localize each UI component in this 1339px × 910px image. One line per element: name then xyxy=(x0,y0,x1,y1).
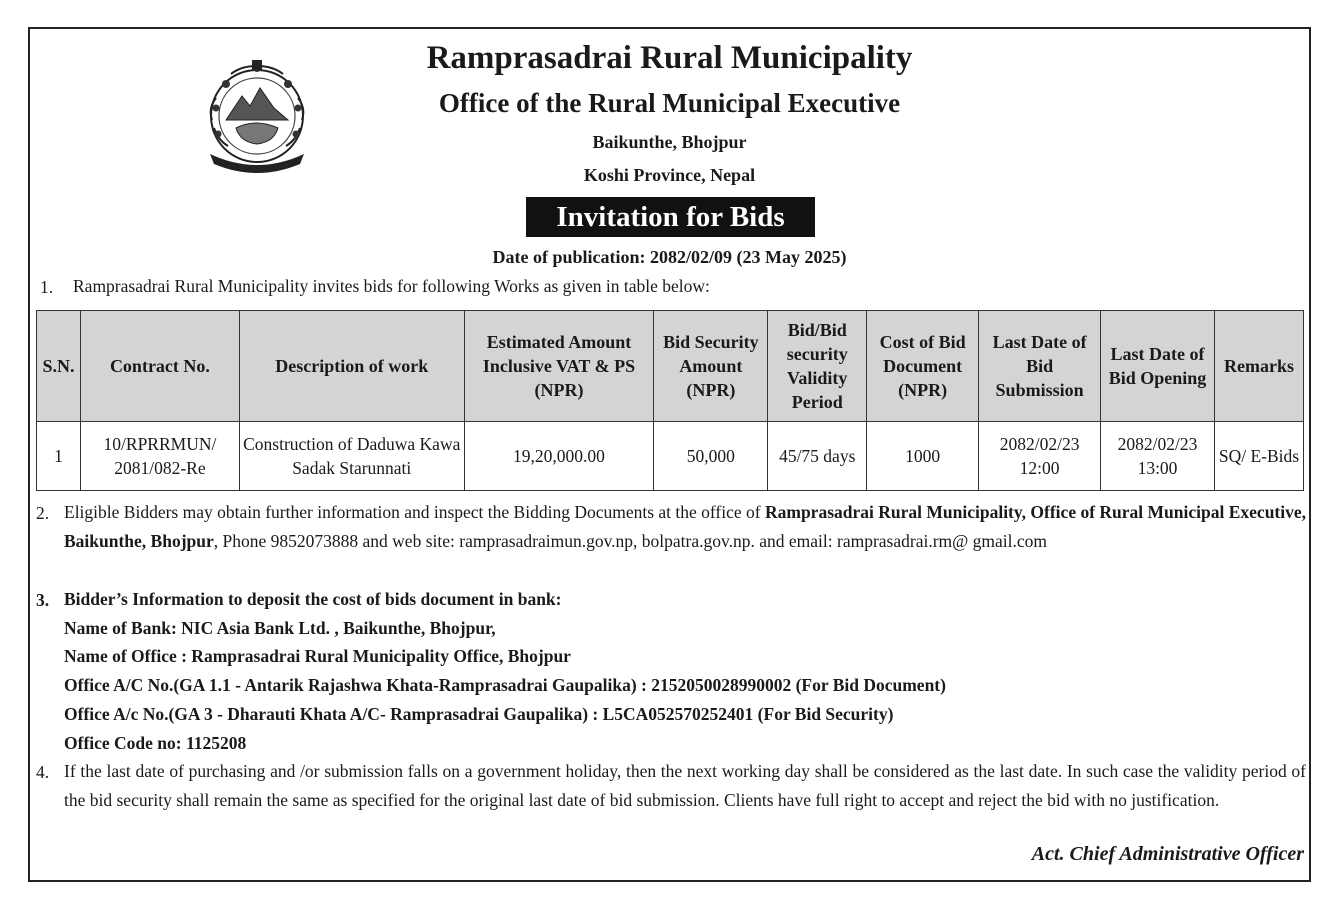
item-1-text: Ramprasadrai Rural Municipality invites bids for following Works as given in table below: xyxy=(73,276,710,296)
bid-document-account-line: Office A/C No.(GA 1.1 - Antarik Rajashwa Khata-Ramprasadrai Gaupalika) : 2152050028990002 (For Bid Document) xyxy=(64,675,946,696)
item-1-number: 1. xyxy=(40,277,54,297)
header-validity: Bid/Bid security Validity Period xyxy=(768,311,867,422)
header-estimated-amount: Estimated Amount Inclusive VAT & PS (NPR) xyxy=(464,311,654,422)
signature-title: Act. Chief Administrative Officer xyxy=(1031,843,1304,865)
item-3-block xyxy=(64,585,1306,757)
office-subtitle: Office of the Rural Municipal Executive xyxy=(438,88,901,118)
cell-cost-of-document: 1000 xyxy=(867,422,979,491)
item-2-office-address: Ramprasadrai Rural Municipality, Office of Rural Municipal Executive, Baikunthe, Bhojpur xyxy=(64,502,1307,551)
table-row xyxy=(37,422,1304,491)
item-3-heading: Bidder’s Information to deposit the cost of bids document in bank: xyxy=(64,589,562,609)
cell-contract-no: 10/RPRRMUN/ 2081/082-Re xyxy=(80,422,239,491)
address-line-1: Baikunthe, Bhojpur xyxy=(592,132,747,152)
cell-validity: 45/75 days xyxy=(768,422,867,491)
header-bid-security: Bid Security Amount (NPR) xyxy=(654,311,768,422)
item-4-text: If the last date of purchasing and /or submission falls on a government holiday, then the next working day shall be considered as the last date. In such case the validity period of the bid security shall remain the same as specified for the original last date of bid submission. Clients have full right to accept and reject the bid with no justification. xyxy=(64,761,1306,810)
table-header-row xyxy=(37,311,1304,422)
publication-date: Date of publication: 2082/02/09 (23 May 2025) xyxy=(492,247,847,267)
municipality-title: Ramprasadrai Rural Municipality xyxy=(426,40,913,76)
header-cost-of-document: Cost of Bid Document (NPR) xyxy=(867,311,979,422)
header-contract-no: Contract No. xyxy=(80,311,239,422)
item-2-text-part1: Eligible Bidders may obtain further information and inspect the Bidding Documents at the office of xyxy=(64,502,765,522)
item-3-number: 3. xyxy=(36,590,50,610)
item-2-text-part2: , Phone 9852073888 and web site: ramprasadraimun.gov.np, bolpatra.gov.np. and email: ramprasadrai.rm@ gmail.com xyxy=(213,530,1048,551)
item-2-number: 2. xyxy=(36,503,50,523)
invitation-banner: Invitation for Bids xyxy=(526,197,815,237)
item-4-number: 4. xyxy=(36,762,50,782)
bid-security-account-line: Office A/c No.(GA 3 - Dharauti Khata A/C- Ramprasadrai Gaupalika) : L5CA052570252401 (For Bid Security) xyxy=(64,703,894,724)
bids-table xyxy=(36,310,1304,491)
address-line-2: Koshi Province, Nepal xyxy=(583,165,756,185)
header-remarks: Remarks xyxy=(1214,311,1303,422)
cell-description: Construction of Daduwa Kawa Sadak Starunnati xyxy=(239,422,464,491)
office-name-line: Name of Office : Ramprasadrai Rural Municipality Office, Bhojpur xyxy=(64,646,571,667)
header-description: Description of work xyxy=(239,311,464,422)
cell-remarks: SQ/ E-Bids xyxy=(1214,422,1303,491)
cell-estimated-amount: 19,20,000.00 xyxy=(464,422,654,491)
bank-name-line: Name of Bank: NIC Asia Bank Ltd. , Baikunthe, Bhojpur, xyxy=(64,617,496,638)
cell-last-submission: 2082/02/23 12:00 xyxy=(979,422,1101,491)
cell-sn: 1 xyxy=(37,422,81,491)
header-sn: S.N. xyxy=(37,311,81,422)
office-code-line: Office Code no: 1125208 xyxy=(64,732,247,753)
cell-bid-security: 50,000 xyxy=(654,422,768,491)
header-bid-opening: Last Date of Bid Opening xyxy=(1101,311,1215,422)
header-last-submission: Last Date of Bid Submission xyxy=(979,311,1101,422)
cell-bid-opening: 2082/02/23 13:00 xyxy=(1101,422,1215,491)
item-2-text xyxy=(64,498,1306,555)
